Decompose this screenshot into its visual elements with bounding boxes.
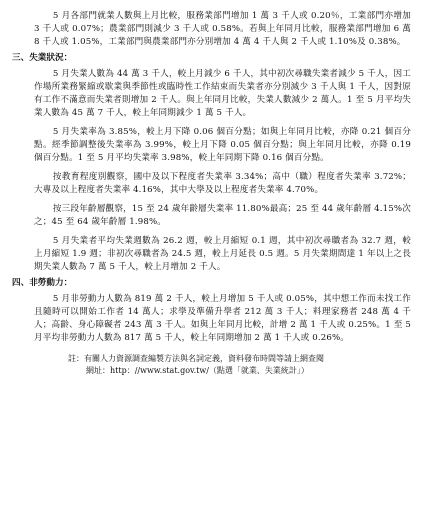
section4-heading: 四、非勞動力： xyxy=(12,278,73,288)
intro-paragraph: 5 月各部門就業人數與上月比較，服務業部門增加 1 萬 3 千人或 0.20％，工業部門亦增加 3 千人或 0.07%；農業部門則減少 3 千人或 0.58%。若與上年同月比較，服務業部門增加 6 萬 8 千人或 1.05%，工業部門與農業部門亦分別增加 4 萬 4 千人與 2 千人或 1.10%及 0.38%。 xyxy=(34,11,411,47)
unemployment-count-paragraph: 5 月失業人數為 44 萬 3 千人，較上月減少 6 千人，其中初次尋職失業者減少 5 千人，因工作場所業務緊縮或歇業與季節性或臨時性工作結束而失業者亦分別減少 3 千人與 1 千人，因對原有工作不滿意而失業者則增加 2 千人。與上年同月比較，失業人數減少 2 萬人。1 至 5 月平均失業人數為 45 萬 7 千人，較上年同期減少 1 萬 5 千人。 xyxy=(34,69,411,118)
duration-paragraph: 5 月失業者平均失業週數為 26.2 週，較上月縮短 0.1 週，其中初次尋職者為 32.7 週，較上月縮短 1.9 週；非初次尋職者為 24.5 週，較上月延長 0.5 週。5 月失業期間達 1 年以上之長期失業人數為 7 萬 5 千人，較上月增加 2 千人。 xyxy=(34,236,411,272)
section3-heading: 三、失業狀況： xyxy=(12,53,73,63)
footnote-line-1: 註：有關人力資源調查編製方法與名詞定義，資料發布時間等請上網查閱 xyxy=(68,354,324,363)
education-paragraph: 按教育程度別觀察，國中及以下程度者失業率 3.34%；高中（職）程度者失業率 3.72%；大專及以上程度者失業率 4.16%，其中大學及以上程度者失業率 4.70%。 xyxy=(34,172,411,195)
non-labor-force-paragraph: 5 月非勞動力人數為 819 萬 2 千人，較上月增加 5 千人或 0.05%，其中想工作而未找工作且隨時可以開始工作者 14 萬人；求學及準備升學者 212 萬 3 千人；料理家務者 248 萬 4 千人；高齡、身心障礙者 243 萬 3 千人。如與上年同月比較，計增 2 萬 1 千人或 0.25%。1 至 5 月平均非勞動力人數為 817 萬 5 千人，較上年同期增加 2 萬 1 千人或 0.26%。 xyxy=(34,294,411,343)
unemployment-rate-paragraph: 5 月失業率為 3.85%，較上月下降 0.06 個百分點；如與上年同月比較，亦降 0.21 個百分點。經季節調整後失業率為 3.99%，較上月下降 0.05 個百分點；與上年同月比較，亦降 0.19 個百分點。1 至 5 月平均失業率 3.98%，較上年同期下降 0.16 個百分點。 xyxy=(34,127,411,163)
age-group-paragraph: 按三段年齡層觀察，15 至 24 歲年齡層失業率 11.80%最高；25 至 44 歲年齡層 4.15%次之；45 至 64 歲年齡層 1.98%。 xyxy=(34,204,411,227)
footnote-url-line[interactable]: 網址：http：//www.stat.gov.tw/（點選「就業、失業統計」） xyxy=(86,366,309,375)
footnote xyxy=(68,353,411,377)
